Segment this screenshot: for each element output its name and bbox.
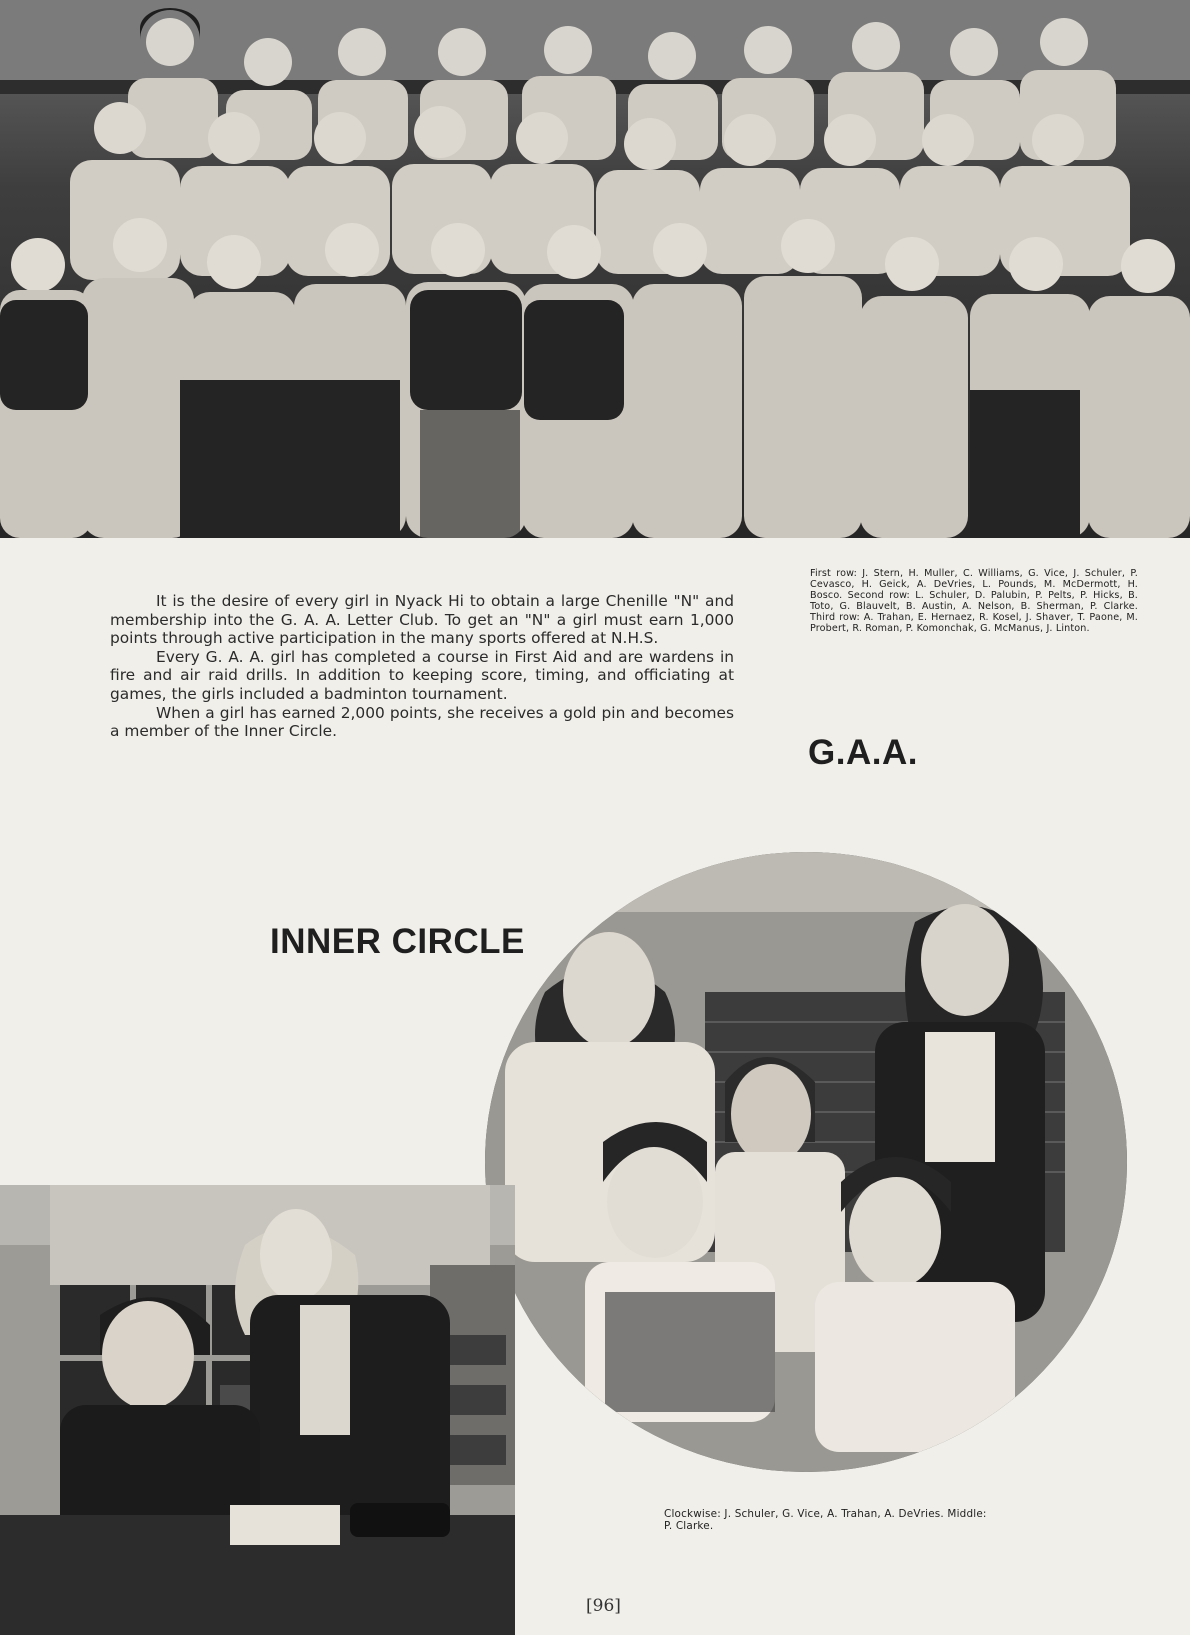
gaa-paragraph-2: Every G. A. A. girl has completed a course in First Aid and are wardens in fire and air raid drills. In addition to keeping score, timing, and officiating at games, the girls included a badminton tournament. xyxy=(110,647,734,703)
inner-circle-title: INNER CIRCLE xyxy=(270,922,525,961)
gaa-paragraph-3: When a girl has earned 2,000 points, she receives a gold pin and becomes a member of the Inner Circle. xyxy=(110,703,734,741)
inner-circle-photo xyxy=(485,852,1127,1472)
gaa-description xyxy=(110,592,734,741)
inner-circle-caption: Clockwise: J. Schuler, G. Vice, A. Trahan, A. DeVries. Middle: P. Clarke. xyxy=(664,1508,987,1532)
gaa-roster-caption: First row: J. Stern, H. Muller, C. Williams, G. Vice, J. Schuler, P. Cevasco, H. Geick, A. DeVries, L. Pounds, M. McDermott, H. Bosco. Second row: L. Schuler, D. Palubin, P. Pelts, P. Hicks, B. Toto, G. Blauvelt, B. Austin, A. Nelson, B. Sherman, P. Clarke. Third row: A. Trahan, E. Hernaez, R. Kosel, J. Shaver, T. Paone, M. Probert, R. Roman, P. Komonchak, G. McManus, J. Linton. xyxy=(810,568,1138,634)
page-number: [96] xyxy=(586,1596,621,1616)
gaa-title: G.A.A. xyxy=(808,733,918,772)
advisors-photo xyxy=(0,1185,515,1635)
gaa-group-photo xyxy=(0,0,1190,538)
gaa-paragraph-1: It is the desire of every girl in Nyack Hi to obtain a large Chenille "N" and membership into the G. A. A. Letter Club. To get an "N" a girl must earn 1,000 points through active participation in the many sports offered at N.H.S. xyxy=(110,592,734,648)
